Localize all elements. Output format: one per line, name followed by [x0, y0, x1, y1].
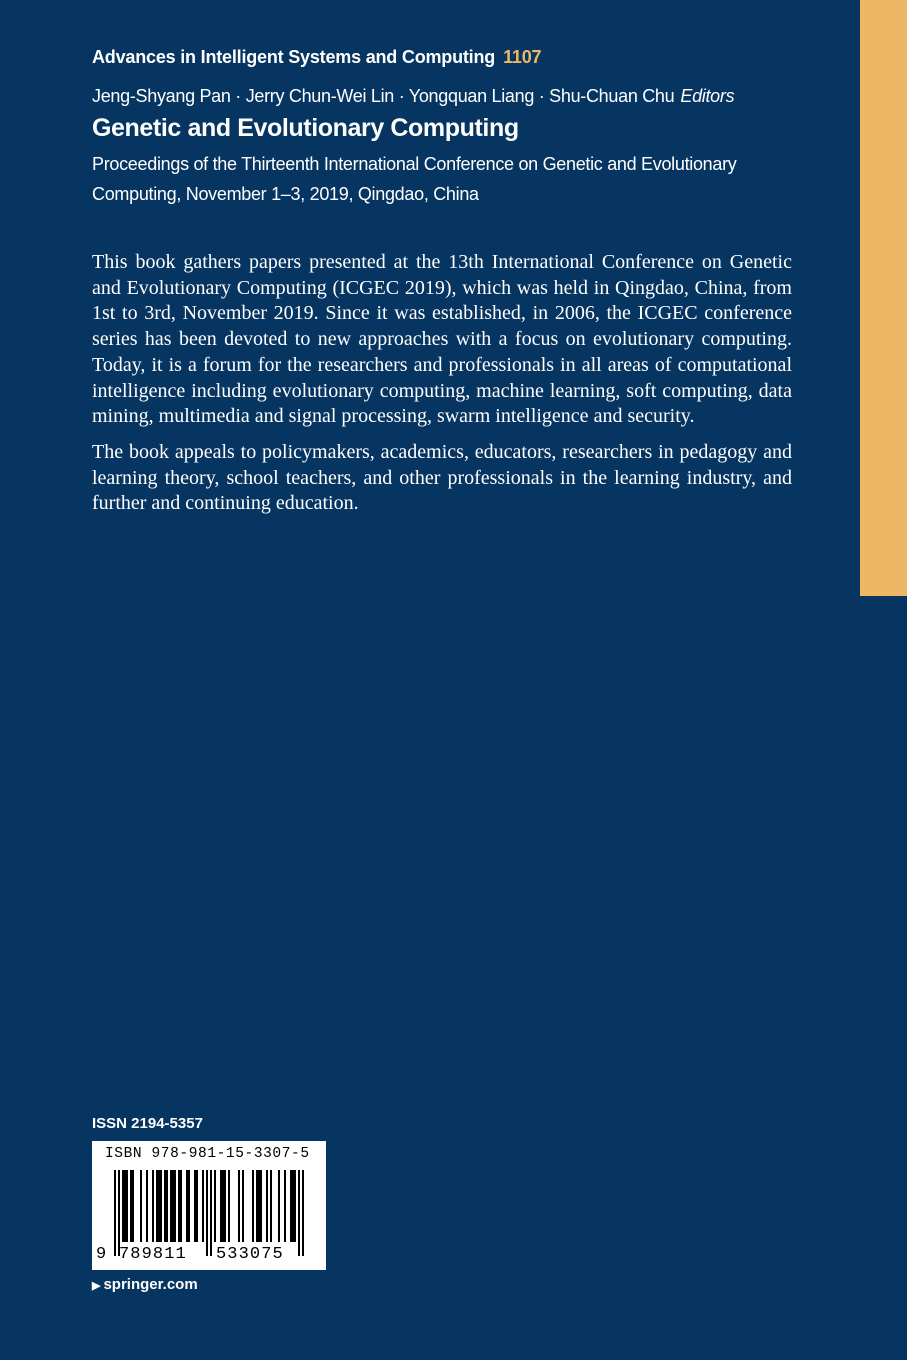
series-name: Advances in Intelligent Systems and Computing	[92, 47, 496, 67]
barcode-bar	[228, 1170, 230, 1242]
publisher-website[interactable]	[92, 1276, 198, 1293]
barcode-first-digit: 9	[96, 1245, 107, 1264]
barcode-bar	[238, 1170, 240, 1242]
isbn-text: ISBN 978-981-15-3307-5	[105, 1146, 310, 1162]
issn-label: ISSN 2194-5357	[92, 1115, 203, 1132]
barcode-bar	[224, 1170, 226, 1242]
editors-line	[92, 86, 734, 107]
barcode-bar	[178, 1170, 180, 1242]
spine-accent-band	[860, 0, 907, 596]
barcode-guard-bar	[206, 1170, 208, 1256]
barcode-bar	[260, 1170, 262, 1242]
barcode-bar	[164, 1170, 166, 1242]
barcode-bar	[130, 1170, 132, 1242]
book-description	[92, 250, 792, 527]
barcode-bar	[242, 1170, 244, 1242]
barcode-left-digits: 789811	[119, 1245, 187, 1264]
barcode-bar	[188, 1170, 190, 1242]
barcode-bar	[186, 1170, 188, 1242]
barcode-bar	[266, 1170, 268, 1242]
barcode-guard-bar	[302, 1170, 304, 1256]
barcode-bar	[220, 1170, 222, 1242]
triangle-right-icon: ▶	[92, 1280, 101, 1292]
barcode-bar	[126, 1170, 128, 1242]
series-line	[92, 47, 541, 68]
editor-names: Jeng-Shyang Pan · Jerry Chun-Wei Lin · Yongquan Liang · Shu-Chuan Chu	[92, 86, 675, 106]
description-paragraph-1: This book gathers papers presented at the 13th International Conference on Genetic and Evolutionary Computing (ICGEC 2019), which was held in Qingdao, China, from 1st to 3rd, November 2019. Since it was established, in 2006, the ICGEC conference series has been devoted to new approaches with a focus on evolutionary computing. Today, it is a forum for the researchers and professionals in all areas of computational intelligence including evolutionary computing, machine learning, soft computing, data mining, multimedia and signal processing, swarm intelligence and security.	[92, 251, 792, 428]
series-volume: 1107	[503, 47, 542, 67]
barcode-bar	[256, 1170, 258, 1242]
barcode-bar	[196, 1170, 198, 1242]
barcode-bar	[214, 1170, 216, 1242]
barcode-bar	[170, 1170, 172, 1242]
isbn-barcode	[92, 1141, 326, 1270]
barcode-bar	[290, 1170, 292, 1242]
barcode-bar	[278, 1170, 280, 1242]
barcode-bar	[174, 1170, 176, 1242]
barcode-bar	[294, 1170, 296, 1242]
barcode-bar	[132, 1170, 134, 1242]
barcode-bar	[152, 1170, 154, 1242]
barcode-bar	[122, 1170, 124, 1242]
barcode-bar	[124, 1170, 126, 1242]
barcode-bar	[252, 1170, 254, 1242]
barcode-bar	[194, 1170, 196, 1242]
barcode-guard-bar	[210, 1170, 212, 1256]
barcode-bar	[158, 1170, 160, 1242]
barcode-guard-bar	[114, 1170, 116, 1256]
website-text[interactable]: springer.com	[103, 1276, 198, 1293]
editors-role: Editors	[680, 86, 735, 106]
barcode-bar	[222, 1170, 224, 1242]
barcode-guard-bar	[118, 1170, 120, 1256]
barcode-bar	[180, 1170, 182, 1242]
barcode-guard-bar	[298, 1170, 300, 1256]
barcode-bar	[270, 1170, 272, 1242]
barcode-right-digits: 533075	[216, 1245, 284, 1264]
barcode-bar	[172, 1170, 174, 1242]
barcode-bar	[292, 1170, 294, 1242]
barcode-bar	[284, 1170, 286, 1242]
book-subtitle: Proceedings of the Thirteenth International Conference on Genetic and Evolutionary Computing, November 1–3, 2019, Qingdao, China	[92, 154, 737, 204]
barcode-bar	[156, 1170, 158, 1242]
barcode-bar	[166, 1170, 168, 1242]
barcode-bar	[258, 1170, 260, 1242]
description-paragraph-2: The book appeals to policymakers, academics, educators, researchers in pedagogy and learning theory, school teachers, and other professionals in the learning industry, and further and continuing education.	[92, 440, 792, 515]
barcode-bar	[140, 1170, 142, 1242]
barcode-bar	[146, 1170, 148, 1242]
barcode-bar	[160, 1170, 162, 1242]
barcode-bar	[202, 1170, 204, 1242]
book-title: Genetic and Evolutionary Computing	[92, 114, 519, 142]
